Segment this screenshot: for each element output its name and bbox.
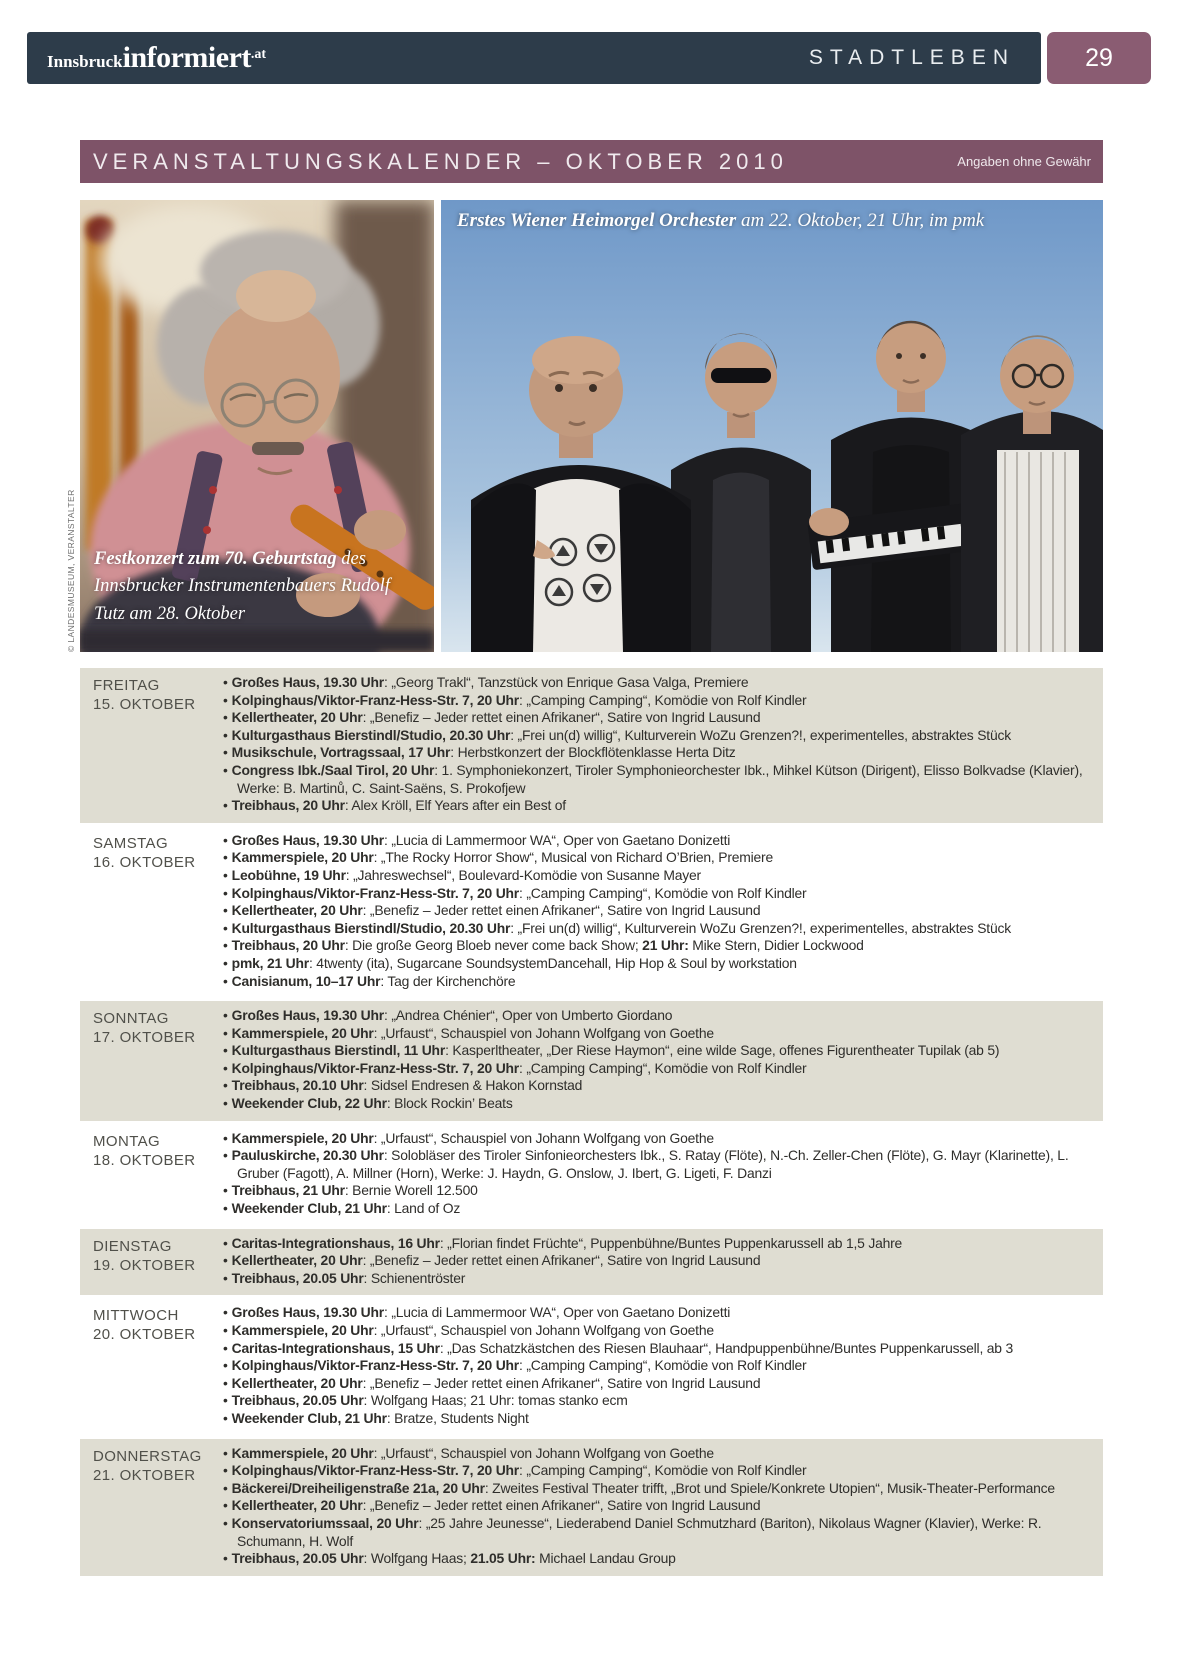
- bullet-icon: •: [223, 674, 228, 690]
- event-venue-time: Treibhaus, 20.10 Uhr: [231, 1077, 364, 1094]
- event-description: : „Benefiz – Jeder rettet einen Afrikaner“, Satire von Ingrid Lausund: [362, 1497, 761, 1514]
- event-description: : Wolfgang Haas; 21 Uhr: tomas stanko ecm: [363, 1392, 628, 1409]
- banner-note: Angaben ohne Gewähr: [957, 154, 1091, 169]
- day-date: 21. OKTOBER: [93, 1466, 196, 1484]
- event-description: : „Frei un(d) willig“, Kulturverein WoZu Grenzen?!, experimentelles, abstraktes Stück: [510, 726, 1011, 743]
- bullet-icon: •: [223, 1322, 228, 1338]
- event-description: : „Benefiz – Jeder rettet einen Afrikaner“, Satire von Ingrid Lausund: [362, 709, 761, 726]
- event-item: [223, 1392, 1093, 1410]
- event-venue-time: 21.05 Uhr:: [470, 1550, 536, 1567]
- events-list: [223, 1445, 1103, 1568]
- bullet-icon: •: [223, 831, 228, 848]
- calendar-banner: [80, 140, 1103, 183]
- event-item: [223, 1252, 1093, 1270]
- event-venue-time: Pauluskirche, 20.30 Uhr: [231, 1147, 384, 1164]
- day-name: SAMSTAG: [93, 834, 169, 852]
- event-venue-time: Großes Haus, 19.30 Uhr: [231, 1007, 384, 1024]
- day-date: 15. OKTOBER: [93, 696, 196, 713]
- bullet-icon: •: [223, 797, 228, 814]
- logo: [47, 41, 266, 75]
- event-venue-time: Kolpinghaus/Viktor-Franz-Hess-Str. 7, 20 Uhr: [231, 1357, 520, 1374]
- event-description: Michael Landau Group: [535, 1550, 676, 1567]
- event-description: : Schienentröster: [363, 1269, 466, 1286]
- event-description: : „Frei un(d) willig“, Kulturverein WoZu Grenzen?!, experimentelles, abstraktes Stück: [510, 919, 1011, 936]
- bullet-icon: •: [223, 1234, 228, 1251]
- event-venue-time: Kammerspiele, 20 Uhr: [231, 1322, 374, 1338]
- event-description: : Block Rockin’ Beats: [386, 1095, 513, 1112]
- bullet-icon: •: [223, 761, 228, 778]
- event-description: : „Urfaust“, Schauspiel von Johann Wolfgang von Goethe: [373, 1444, 714, 1461]
- event-description: : Solobläser des Tiroler Sinfonieorchesters Ibk., S. Ratay (Flöte), N.-Ch. Zeller-Chen (Flöte), G. Mayr (Klarinette), L. Gruber (Fagott), A. Millner (Horn), Werke: J. Haydn, G. Onslow, J. Ibert, G. Ligeti, F. Danzi: [237, 1147, 1069, 1181]
- event-item: [223, 1480, 1093, 1498]
- event-item: [223, 1322, 1093, 1340]
- bullet-icon: •: [223, 1339, 228, 1356]
- bullet-icon: •: [223, 1147, 228, 1164]
- event-item: [223, 973, 1093, 991]
- event-venue-time: Kolpinghaus/Viktor-Franz-Hess-Str. 7, 20 Uhr: [231, 884, 520, 901]
- bullet-icon: •: [223, 954, 228, 971]
- event-item: [223, 1410, 1093, 1428]
- event-item: [223, 902, 1093, 920]
- calendar-day-row: [80, 1439, 1103, 1576]
- day-label: [80, 1445, 223, 1568]
- event-item: [223, 1375, 1093, 1393]
- day-name: SONNTAG: [93, 1010, 169, 1028]
- event-item: [223, 1060, 1093, 1078]
- event-venue-time: Weekender Club, 21 Uhr: [231, 1409, 387, 1426]
- events-list: [223, 1130, 1103, 1218]
- calendar-day-row: [80, 1124, 1103, 1226]
- event-description: : „Camping Camping“, Komödie von Rolf Kindler: [519, 691, 807, 708]
- event-description: : „Benefiz – Jeder rettet einen Afrikaner“, Satire von Ingrid Lausund: [362, 1252, 761, 1269]
- bullet-icon: •: [223, 902, 228, 919]
- instrument-maker-photo: [80, 200, 434, 652]
- events-list: [223, 832, 1103, 990]
- right-caption-bold: Erstes Wiener Heimorgel Orchester: [457, 210, 737, 231]
- event-venue-time: Kellertheater, 20 Uhr: [231, 902, 363, 919]
- event-description: : Herbstkonzert der Blockflötenklasse Herta Ditz: [450, 744, 736, 761]
- event-venue-time: Kulturgasthaus Bierstindl/Studio, 20.30 Uhr: [231, 919, 511, 936]
- event-venue-time: Treibhaus, 20 Uhr: [231, 797, 345, 814]
- event-venue-time: 21 Uhr:: [642, 937, 689, 954]
- event-description: : Kasperltheater, „Der Riese Haymon“, eine wilde Sage, offenes Figurentheater Tupilak (ab 5): [445, 1042, 1000, 1059]
- event-item: [223, 1515, 1093, 1550]
- bullet-icon: •: [223, 744, 228, 761]
- event-venue-time: Treibhaus, 21 Uhr: [231, 1182, 345, 1199]
- event-description: : „Florian findet Früchte“, Puppenbühne/Buntes Puppenkarussell ab 1,5 Jahre: [439, 1234, 903, 1251]
- event-description: : Land of Oz: [386, 1200, 461, 1217]
- left-photo-caption: [94, 546, 406, 629]
- event-item: [223, 1304, 1093, 1322]
- events-list: [223, 1007, 1103, 1113]
- event-venue-time: Treibhaus, 20.05 Uhr: [231, 1392, 364, 1409]
- bullet-icon: •: [223, 1129, 228, 1146]
- event-description: : „Urfaust“, Schauspiel von Johann Wolfgang von Goethe: [373, 1024, 714, 1041]
- event-item: [223, 1147, 1093, 1182]
- header-bar: [27, 32, 1041, 84]
- calendar-day-row: [80, 1001, 1103, 1121]
- event-venue-time: Kulturgasthaus Bierstindl, 11 Uhr: [231, 1042, 446, 1059]
- bullet-icon: •: [223, 866, 228, 883]
- event-item: [223, 1497, 1093, 1515]
- bullet-icon: •: [223, 1007, 228, 1024]
- banner-title: VERANSTALTUNGSKALENDER – OKTOBER 2010: [93, 148, 788, 174]
- event-description: : „Benefiz – Jeder rettet einen Afrikaner“, Satire von Ingrid Lausund: [362, 1374, 761, 1391]
- bullet-icon: •: [223, 1304, 228, 1321]
- event-item: [223, 762, 1093, 797]
- bullet-icon: •: [223, 1182, 228, 1199]
- event-description: : 1. Symphoniekonzert, Tiroler Symphonieorchester Ibk., Mihkel Kütson (Dirigent), Elisso Bolkvadse (Klavier), Werke: B. Martinů, C. Saint-Saëns, S. Prokofjew: [237, 761, 1083, 796]
- event-description: Mike Stern, Didier Lockwood: [688, 937, 864, 954]
- event-item: [223, 1025, 1093, 1043]
- event-venue-time: Caritas-Integrationshaus, 15 Uhr: [231, 1339, 440, 1356]
- event-item: [223, 832, 1093, 850]
- bullet-icon: •: [223, 1462, 228, 1479]
- event-description: : „Camping Camping“, Komödie von Rolf Kindler: [519, 1462, 807, 1479]
- event-item: [223, 1095, 1093, 1113]
- bullet-icon: •: [223, 1444, 228, 1461]
- event-venue-time: Kulturgasthaus Bierstindl/Studio, 20.30 Uhr: [231, 726, 511, 743]
- bullet-icon: •: [223, 1357, 228, 1374]
- day-label: [80, 832, 223, 990]
- events-list: [223, 1235, 1103, 1288]
- event-venue-time: Leobühne, 19 Uhr: [231, 866, 346, 883]
- right-caption-rest: am 22. Oktober, 21 Uhr, im pmk: [736, 210, 985, 231]
- event-venue-time: Kellertheater, 20 Uhr: [231, 1374, 363, 1391]
- event-venue-time: Kolpinghaus/Viktor-Franz-Hess-Str. 7, 20 Uhr: [231, 1059, 520, 1076]
- event-description: : „Urfaust“, Schauspiel von Johann Wolfgang von Goethe: [373, 1129, 714, 1146]
- event-description: : Tag der Kirchenchöre: [380, 972, 516, 989]
- day-date: 19. OKTOBER: [93, 1256, 196, 1274]
- event-venue-time: Weekender Club, 22 Uhr: [231, 1095, 387, 1112]
- bullet-icon: •: [223, 972, 228, 989]
- section-label: STADTLEBEN: [808, 46, 1015, 69]
- bullet-icon: •: [223, 1392, 228, 1409]
- event-description: : „Camping Camping“, Komödie von Rolf Kindler: [519, 884, 807, 901]
- calendar-day-row: [80, 826, 1103, 998]
- event-description: : Wolfgang Haas;: [363, 1550, 471, 1567]
- bullet-icon: •: [223, 691, 228, 708]
- band-photo: [441, 200, 1103, 652]
- event-venue-time: pmk, 21 Uhr: [231, 954, 309, 971]
- event-description: : „The Rocky Horror Show“, Musical von Richard O’Brien, Premiere: [373, 849, 774, 866]
- bullet-icon: •: [223, 1497, 228, 1514]
- event-description: : „Georg Trakl“, Tanzstück von Enrique Gasa Valga, Premiere: [384, 674, 749, 690]
- event-venue-time: Weekender Club, 21 Uhr: [231, 1200, 387, 1217]
- event-item: [223, 1182, 1093, 1200]
- bullet-icon: •: [223, 884, 228, 901]
- day-date: 16. OKTOBER: [93, 853, 196, 871]
- event-venue-time: Treibhaus, 20 Uhr: [231, 937, 345, 954]
- event-description: : „Lucia di Lammermoor WA“, Oper von Gaetano Donizetti: [384, 831, 731, 848]
- day-date: 18. OKTOBER: [93, 1151, 196, 1169]
- event-item: [223, 1235, 1093, 1253]
- event-item: [223, 1340, 1093, 1358]
- events-list: [223, 674, 1103, 815]
- event-item: [223, 1357, 1093, 1375]
- event-item: [223, 1042, 1093, 1060]
- event-venue-time: Kammerspiele, 20 Uhr: [231, 849, 374, 866]
- logo-at: .at: [250, 47, 267, 62]
- event-description: : „Lucia di Lammermoor WA“, Oper von Gaetano Donizetti: [384, 1304, 731, 1321]
- event-item: [223, 1200, 1093, 1218]
- day-label: [80, 1130, 223, 1218]
- calendar: [80, 668, 1103, 1579]
- bullet-icon: •: [223, 1479, 228, 1496]
- calendar-day-row: [80, 668, 1103, 823]
- event-venue-time: Kammerspiele, 20 Uhr: [231, 1444, 374, 1461]
- event-description: : „Camping Camping“, Komödie von Rolf Kindler: [519, 1059, 807, 1076]
- day-name: DONNERSTAG: [93, 1447, 202, 1465]
- day-name: FREITAG: [93, 677, 160, 694]
- event-item: [223, 955, 1093, 973]
- right-photo-caption: [457, 209, 1097, 233]
- event-item: [223, 797, 1093, 815]
- day-label: [80, 1235, 223, 1288]
- left-caption-bold: Festkonzert zum 70. Geburtstag: [94, 548, 337, 569]
- event-item: [223, 1462, 1093, 1480]
- day-label: [80, 674, 223, 815]
- event-venue-time: Großes Haus, 19.30 Uhr: [231, 674, 384, 690]
- page-number-badge: 29: [1047, 32, 1151, 84]
- bullet-icon: •: [223, 1409, 228, 1426]
- event-venue-time: Kolpinghaus/Viktor-Franz-Hess-Str. 7, 20 Uhr: [231, 691, 520, 708]
- event-description: : Sidsel Endresen & Hakon Kornstad: [363, 1077, 583, 1094]
- left-caption-rest: des Innsbrucker Instrumentenbauers Rudolf Tutz am 28. Oktober: [94, 548, 390, 624]
- photo-credit: © LANDESMUSEUM, VERANSTALTER: [66, 489, 76, 652]
- bullet-icon: •: [223, 1374, 228, 1391]
- day-name: MONTAG: [93, 1132, 161, 1150]
- event-item: [223, 1445, 1093, 1463]
- bullet-icon: •: [223, 726, 228, 743]
- event-item: [223, 674, 1093, 692]
- event-item: [223, 849, 1093, 867]
- event-venue-time: Bäckerei/Dreiheiligenstraße 21a, 20 Uhr: [231, 1479, 485, 1496]
- event-description: : „Jahreswechsel“, Boulevard-Komödie von Susanne Mayer: [345, 866, 701, 883]
- calendar-day-row: [80, 1298, 1103, 1435]
- bullet-icon: •: [223, 1095, 228, 1112]
- event-item: [223, 1007, 1093, 1025]
- event-description: : Bernie Worell 12.500: [344, 1182, 478, 1199]
- day-name: MITTWOCH: [93, 1307, 179, 1325]
- event-description: : „Benefiz – Jeder rettet einen Afrikaner“, Satire von Ingrid Lausund: [362, 902, 761, 919]
- bullet-icon: •: [223, 1252, 228, 1269]
- event-item: [223, 920, 1093, 938]
- event-venue-time: Großes Haus, 19.30 Uhr: [231, 1304, 384, 1321]
- event-description: : Bratze, Students Night: [386, 1409, 529, 1426]
- event-description: : Alex Kröll, Elf Years after ein Best of: [344, 797, 566, 814]
- event-item: [223, 727, 1093, 745]
- event-item: [223, 1270, 1093, 1288]
- event-description: : „Camping Camping“, Komödie von Rolf Kindler: [519, 1357, 807, 1374]
- event-venue-time: Kolpinghaus/Viktor-Franz-Hess-Str. 7, 20 Uhr: [231, 1462, 520, 1479]
- bullet-icon: •: [223, 1200, 228, 1217]
- event-venue-time: Kammerspiele, 20 Uhr: [231, 1024, 374, 1041]
- event-description: : „Urfaust“, Schauspiel von Johann Wolfgang von Goethe: [373, 1322, 714, 1338]
- event-item: [223, 744, 1093, 762]
- event-item: [223, 692, 1093, 710]
- event-venue-time: Kellertheater, 20 Uhr: [231, 709, 363, 726]
- event-item: [223, 1550, 1093, 1568]
- day-label: [80, 1007, 223, 1113]
- event-item: [223, 709, 1093, 727]
- event-venue-time: Großes Haus, 19.30 Uhr: [231, 831, 384, 848]
- day-name: DIENSTAG: [93, 1237, 172, 1255]
- event-venue-time: Canisianum, 10–17 Uhr: [231, 972, 381, 989]
- event-venue-time: Kammerspiele, 20 Uhr: [231, 1129, 374, 1146]
- event-venue-time: Kellertheater, 20 Uhr: [231, 1497, 363, 1514]
- event-description: : „Andrea Chénier“, Oper von Umberto Giordano: [384, 1007, 673, 1024]
- event-item: [223, 885, 1093, 903]
- event-item: [223, 867, 1093, 885]
- event-venue-time: Congress Ibk./Saal Tirol, 20 Uhr: [231, 761, 435, 778]
- event-venue-time: Caritas-Integrationshaus, 16 Uhr: [231, 1234, 440, 1251]
- event-venue-time: Treibhaus, 20.05 Uhr: [231, 1550, 364, 1567]
- logo-informiert: informiert: [122, 41, 251, 74]
- event-description: : Zweites Festival Theater trifft, „Brot und Spiele/Konkrete Utopien“, Musik-Theater-Performance: [484, 1479, 1055, 1496]
- event-venue-time: Treibhaus, 20.05 Uhr: [231, 1269, 364, 1286]
- events-list: [223, 1304, 1103, 1427]
- event-description: : „25 Jahre Jeunesse“, Liederabend Daniel Schmutzhard (Bariton), Nikolaus Wagner (Klavier), Werke: R. Schumann, H. Wolf: [237, 1514, 1042, 1549]
- day-date: 17. OKTOBER: [93, 1029, 196, 1047]
- bullet-icon: •: [223, 1042, 228, 1059]
- event-item: [223, 1077, 1093, 1095]
- bullet-icon: •: [223, 1514, 228, 1531]
- bullet-icon: •: [223, 1059, 228, 1076]
- bullet-icon: •: [223, 937, 228, 954]
- event-item: [223, 1130, 1093, 1148]
- event-item: [223, 937, 1093, 955]
- event-description: : „Das Schatzkästchen des Riesen Blauhaar“, Handpuppenbühne/Buntes Puppenkarussell, ab 3: [439, 1339, 1013, 1356]
- event-venue-time: Konservatoriumssaal, 20 Uhr: [231, 1514, 419, 1531]
- bullet-icon: •: [223, 1269, 228, 1286]
- event-description: : 4twenty (ita), Sugarcane SoundsystemDancehall, Hip Hop & Soul by workstation: [308, 954, 797, 971]
- calendar-day-row: [80, 1229, 1103, 1296]
- day-date: 20. OKTOBER: [93, 1326, 196, 1344]
- bullet-icon: •: [223, 1550, 228, 1567]
- day-label: [80, 1304, 223, 1427]
- logo-innsbruck: Innsbruck: [47, 52, 123, 71]
- event-venue-time: Kellertheater, 20 Uhr: [231, 1252, 363, 1269]
- bullet-icon: •: [223, 1024, 228, 1041]
- event-venue-time: Musikschule, Vortragssaal, 17 Uhr: [231, 744, 451, 761]
- bullet-icon: •: [223, 919, 228, 936]
- event-description: : Die große Georg Bloeb never come back Show;: [344, 937, 643, 954]
- band-illustration: [441, 200, 1103, 652]
- bullet-icon: •: [223, 709, 228, 726]
- bullet-icon: •: [223, 1077, 228, 1094]
- bullet-icon: •: [223, 849, 228, 866]
